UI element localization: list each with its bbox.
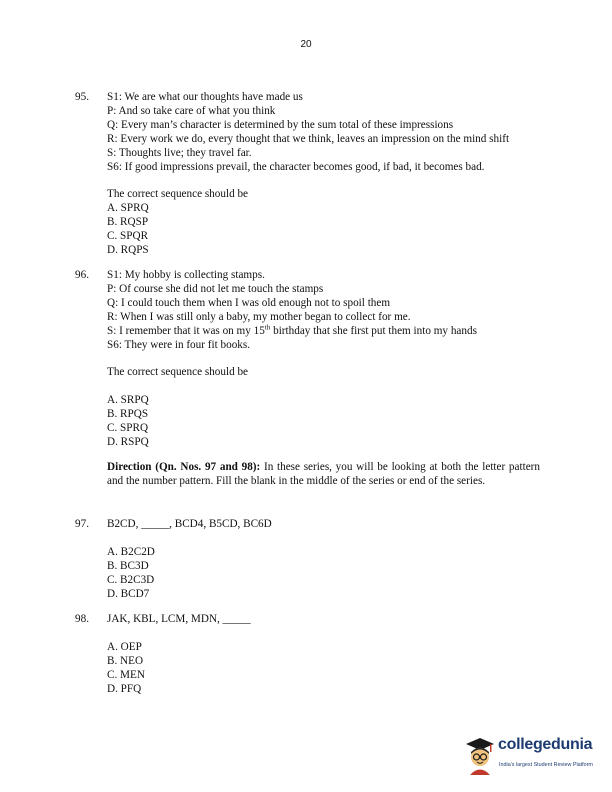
sentence-q: Q: I could touch them when I was old enough not to spoil them [107, 296, 391, 309]
logo-wordmark: collegedunia [498, 736, 593, 753]
option-a: A. SRPQ [107, 394, 149, 407]
sentence-s6: S6: They were in four fit books. [107, 338, 251, 351]
question-number: 97. [75, 518, 89, 530]
option-c: C. MEN [107, 668, 145, 681]
option-b: B. RQSP [107, 216, 149, 229]
graduate-mascot-icon [462, 735, 498, 775]
sentence-r: R: When I was still only a baby, my mother began to collect for me. [107, 310, 411, 323]
sentence-s1: S1: My hobby is collecting stamps. [107, 269, 265, 281]
question-prompt: The correct sequence should be [107, 366, 249, 379]
question-number: 96. [75, 269, 89, 281]
option-b: B. BC3D [107, 559, 149, 572]
sentence-s1: S1: We are what our thoughts have made us [107, 91, 303, 103]
question-number: 98. [75, 613, 89, 625]
series: B2CD, _____, BCD4, B5CD, BC6D [107, 518, 272, 530]
option-a: A. OEP [107, 640, 142, 653]
option-a: A. B2C2D [107, 545, 155, 558]
collegedunia-logo [462, 735, 602, 775]
option-d: D. BCD7 [107, 587, 150, 600]
page-number: 20 [300, 39, 312, 50]
option-c: C. SPRQ [107, 422, 149, 435]
sentence-q: Q: Every man’s character is determined by the sum total of these impressions [107, 118, 454, 131]
series: JAK, KBL, LCM, MDN, _____ [107, 613, 251, 625]
option-a: A. SPRQ [107, 202, 149, 215]
direction-label: Direction (Qn. Nos. 97 and 98): [107, 461, 261, 473]
question-prompt: The correct sequence should be [107, 188, 249, 201]
option-c: C. B2C3D [107, 573, 155, 586]
sentence-p: P: And so take care of what you think [107, 104, 276, 117]
question-number: 95. [75, 91, 89, 103]
option-d: D. RSPQ [107, 436, 149, 449]
logo-tagline: India's largest Student Review Platform [499, 762, 593, 768]
sentence-r: R: Every work we do, every thought that we think, leaves an impression on the mind shift [107, 132, 510, 145]
option-b: B. NEO [107, 654, 144, 667]
direction-body: In these series, you will be looking at both the letter pattern and the number pattern. Fill the blank in the middle of the series or end of the series. [107, 461, 540, 487]
direction-text [107, 461, 540, 489]
option-d: D. RQPS [107, 244, 149, 257]
sentence-s: S: Thoughts live; they travel far. [107, 146, 252, 159]
sentence-s: S: I remember that it was on my 15th birthday that she first put them into my hands [107, 322, 477, 337]
sentence-p: P: Of course she did not let me touch the stamps [107, 282, 324, 295]
option-c: C. SPQR [107, 230, 149, 243]
sentence-s6: S6: If good impressions prevail, the character becomes good, if bad, it becomes bad. [107, 160, 485, 173]
option-b: B. RPQS [107, 408, 149, 421]
option-d: D. PFQ [107, 682, 142, 695]
